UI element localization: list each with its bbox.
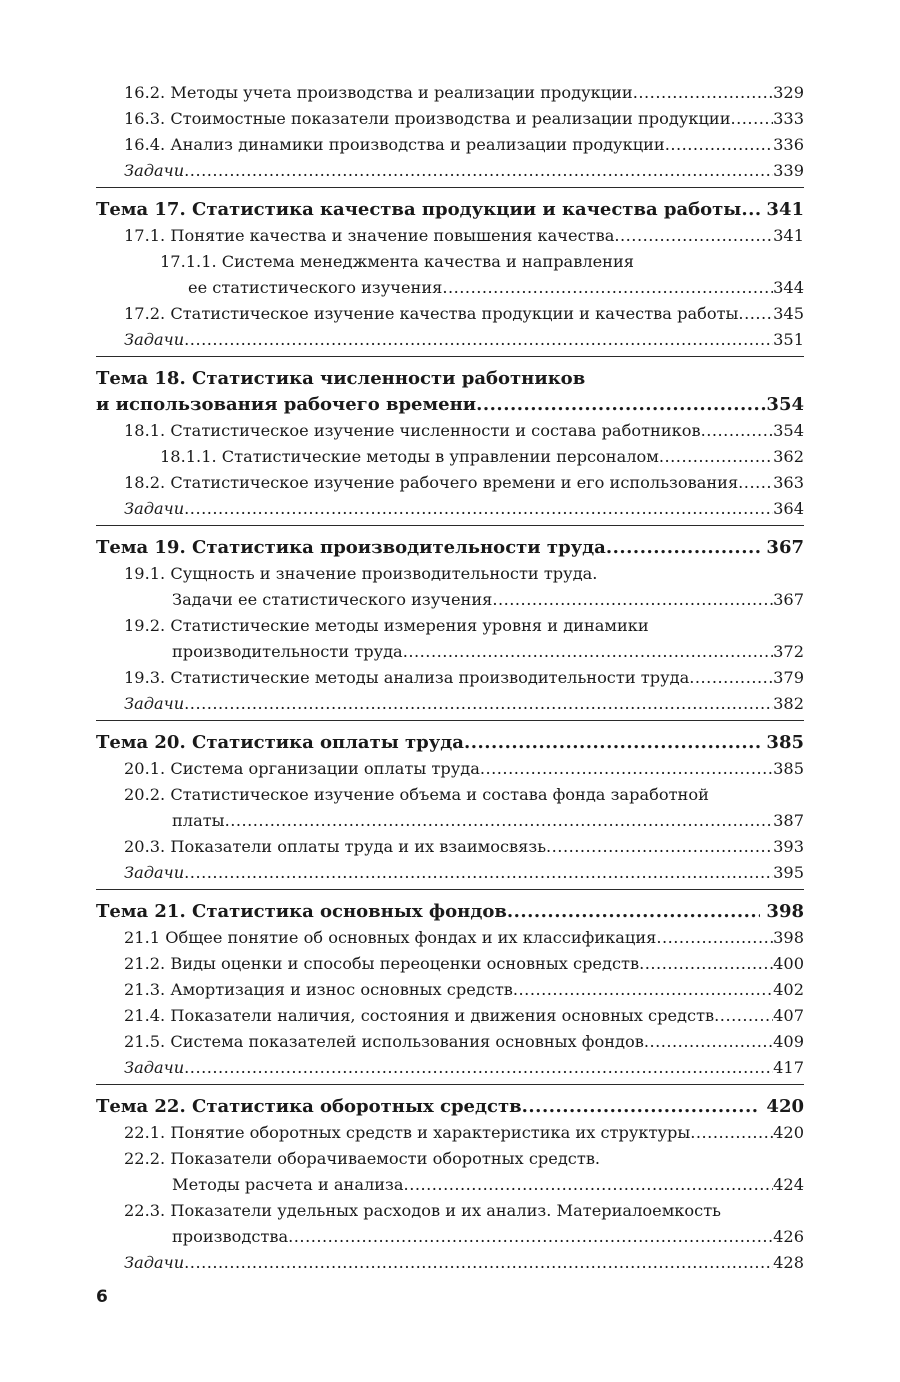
- entry-title: 17.2. Статистическое изучение качества продукции и качества работы: [124, 304, 739, 323]
- entry-page: 354: [773, 421, 804, 440]
- entry-page: 341: [773, 226, 804, 245]
- entry-title: Тема 20. Статистика оплаты труда: [96, 732, 464, 753]
- toc-entry[interactable]: [96, 223, 804, 249]
- toc-entry-title[interactable]: 19.2. Статистические методы измерения уровня и динамики: [124, 616, 649, 635]
- toc-tasks-entry[interactable]: [96, 327, 804, 353]
- dot-leader: [738, 470, 773, 496]
- entry-title: 17.1. Понятие качества и значение повышения качества: [124, 226, 615, 245]
- toc-topic[interactable]: [96, 1085, 804, 1120]
- toc-topic[interactable]: [96, 526, 804, 561]
- dot-leader: [738, 301, 773, 327]
- entry-page: 426: [773, 1227, 804, 1246]
- entry-title: 22.1. Понятие оборотных средств и характеристика их структуры: [124, 1123, 691, 1142]
- entry-page: 367: [766, 537, 804, 558]
- entry-title: платы: [172, 811, 225, 830]
- dot-leader: [184, 496, 773, 522]
- dot-leader: [442, 275, 773, 301]
- toc-entry[interactable]: [96, 587, 804, 613]
- toc-entry[interactable]: [96, 665, 804, 691]
- entry-title: Задачи: [124, 330, 185, 349]
- toc-entry[interactable]: [96, 834, 804, 860]
- dot-leader: [513, 977, 773, 1003]
- entry-title: производства: [172, 1227, 289, 1246]
- entry-title: ее статистического изучения: [188, 278, 443, 297]
- entry-page: 398: [773, 928, 804, 947]
- dot-leader: [480, 756, 773, 782]
- entry-page: 379: [773, 668, 804, 687]
- entry-title: 21.1 Общее понятие об основных фондах и их классификация: [124, 928, 657, 947]
- entry-title: Задачи: [124, 1058, 185, 1077]
- toc-entry-title[interactable]: 19.1. Сущность и значение производительности труда.: [124, 564, 598, 583]
- toc-tasks-entry[interactable]: [96, 1250, 804, 1276]
- entry-title: Тема 17. Статистика качества продукции и качества работы: [96, 199, 742, 220]
- toc-tasks-entry[interactable]: [96, 1055, 804, 1081]
- dot-leader: [644, 1029, 773, 1055]
- entry-page: 364: [773, 499, 804, 518]
- entry-page: 345: [773, 304, 804, 323]
- entry-title: Методы расчета и анализа: [172, 1175, 404, 1194]
- toc-entry[interactable]: [96, 1120, 804, 1146]
- toc-entry[interactable]: [96, 275, 804, 301]
- toc-topic-title[interactable]: Тема 18. Статистика численности работников: [96, 368, 586, 389]
- toc-entry[interactable]: [96, 951, 804, 977]
- entry-page: 341: [766, 199, 804, 220]
- toc-tasks-entry[interactable]: [96, 158, 804, 184]
- entry-title: Задачи: [124, 161, 185, 180]
- entry-title: Задачи: [124, 1253, 185, 1272]
- entry-page: 385: [773, 759, 804, 778]
- toc-entry[interactable]: [96, 639, 804, 665]
- toc-entry[interactable]: [96, 80, 804, 106]
- dot-leader: [606, 535, 761, 561]
- entry-title: 16.3. Стоимостные показатели производства и реализации продукции: [124, 109, 731, 128]
- dot-leader: [288, 1224, 773, 1250]
- toc-entry-title[interactable]: 17.1.1. Система менеджмента качества и направления: [160, 252, 634, 271]
- dot-leader: [701, 418, 774, 444]
- entry-title: Тема 19. Статистика производительности труда: [96, 537, 606, 558]
- toc-entry[interactable]: [96, 1003, 804, 1029]
- toc-tasks-entry[interactable]: [96, 860, 804, 886]
- toc-tasks-entry[interactable]: [96, 496, 804, 522]
- entry-title: 21.5. Система показателей использования основных фондов: [124, 1032, 644, 1051]
- entry-page: 428: [773, 1253, 804, 1272]
- dot-leader: [507, 899, 761, 925]
- dot-leader: [614, 223, 773, 249]
- dot-leader: [464, 730, 760, 756]
- entry-page: 329: [773, 83, 804, 102]
- entry-page: 385: [766, 732, 804, 753]
- toc-entry[interactable]: [96, 418, 804, 444]
- toc-tasks-entry[interactable]: [96, 691, 804, 717]
- entry-page: 409: [773, 1032, 804, 1051]
- dot-leader: [184, 327, 773, 353]
- page-number: 6: [96, 1287, 108, 1307]
- entry-title: Задачи: [124, 694, 185, 713]
- toc-entry[interactable]: [96, 106, 804, 132]
- entry-page: 420: [766, 1096, 804, 1117]
- entry-title: Тема 21. Статистика основных фондов: [96, 901, 507, 922]
- entry-page: 393: [773, 837, 804, 856]
- dot-leader: [730, 106, 773, 132]
- toc-entry[interactable]: [96, 444, 804, 470]
- dot-leader: [476, 392, 766, 418]
- entry-title: 21.2. Виды оценки и способы переоценки основных средств: [124, 954, 640, 973]
- entry-page: 339: [773, 161, 804, 180]
- entry-title: Задачи: [124, 499, 185, 518]
- toc-entry-title[interactable]: 22.3. Показатели удельных расходов и их анализ. Материалоемкость: [124, 1201, 721, 1220]
- dot-leader: [184, 1055, 773, 1081]
- toc-entry[interactable]: [96, 756, 804, 782]
- toc-entry-title[interactable]: 20.2. Статистическое изучение объема и состава фонда заработной: [124, 785, 709, 804]
- entry-page: 336: [773, 135, 804, 154]
- entry-page: 344: [773, 278, 804, 297]
- entry-page: 398: [766, 901, 804, 922]
- dot-leader: [184, 691, 773, 717]
- dot-leader: [659, 444, 773, 470]
- dot-leader: [522, 1094, 761, 1120]
- entry-title: и использования рабочего времени: [96, 394, 477, 415]
- entry-page: 382: [773, 694, 804, 713]
- entry-title: 19.3. Статистические методы анализа производительности труда: [124, 668, 690, 687]
- toc-entry[interactable]: [96, 977, 804, 1003]
- entry-page: 395: [773, 863, 804, 882]
- dot-leader: [184, 158, 773, 184]
- entry-title: 16.2. Методы учета производства и реализации продукции: [124, 83, 633, 102]
- entry-page: 424: [773, 1175, 804, 1194]
- dot-leader: [690, 1120, 773, 1146]
- dot-leader: [741, 197, 760, 223]
- toc-topic[interactable]: [96, 890, 804, 925]
- toc-topic[interactable]: [96, 721, 804, 756]
- entry-title: 16.4. Анализ динамики производства и реализации продукции: [124, 135, 665, 154]
- entry-title: 20.3. Показатели оплаты труда и их взаимосвязь: [124, 837, 547, 856]
- toc-entry[interactable]: [96, 808, 804, 834]
- entry-page: 363: [773, 473, 804, 492]
- dot-leader: [546, 834, 773, 860]
- entry-title: 18.1. Статистическое изучение численности и состава работников: [124, 421, 701, 440]
- table-of-contents: [96, 80, 804, 1276]
- dot-leader: [403, 639, 773, 665]
- entry-title: 21.4. Показатели наличия, состояния и движения основных средств: [124, 1006, 715, 1025]
- toc-entry-title[interactable]: 22.2. Показатели оборачиваемости оборотных средств.: [124, 1149, 601, 1168]
- entry-page: 362: [773, 447, 804, 466]
- toc-topic[interactable]: [96, 188, 804, 223]
- entry-title: 18.1.1. Статистические методы в управлении персоналом: [160, 447, 659, 466]
- entry-page: 354: [766, 394, 804, 415]
- dot-leader: [492, 587, 773, 613]
- toc-entry[interactable]: [96, 1172, 804, 1198]
- entry-title: 18.2. Статистическое изучение рабочего времени и его использования: [124, 473, 739, 492]
- dot-leader: [184, 860, 773, 886]
- toc-topic[interactable]: [96, 392, 804, 418]
- entry-title: Тема 22. Статистика оборотных средств: [96, 1096, 522, 1117]
- toc-entry[interactable]: [96, 301, 804, 327]
- entry-title: 20.1. Система организации оплаты труда: [124, 759, 480, 778]
- toc-entry[interactable]: [96, 470, 804, 496]
- dot-leader: [689, 665, 773, 691]
- dot-leader: [225, 808, 774, 834]
- entry-page: 333: [773, 109, 804, 128]
- entry-page: 387: [773, 811, 804, 830]
- entry-title: 21.3. Амортизация и износ основных средств: [124, 980, 513, 999]
- dot-leader: [665, 132, 773, 158]
- entry-page: 351: [773, 330, 804, 349]
- entry-page: 372: [773, 642, 804, 661]
- dot-leader: [714, 1003, 773, 1029]
- toc-entry[interactable]: [96, 925, 804, 951]
- toc-entry[interactable]: [96, 1224, 804, 1250]
- dot-leader: [404, 1172, 774, 1198]
- entry-page: 417: [773, 1058, 804, 1077]
- entry-page: 367: [773, 590, 804, 609]
- toc-entry[interactable]: [96, 132, 804, 158]
- entry-page: 420: [773, 1123, 804, 1142]
- dot-leader: [184, 1250, 773, 1276]
- entry-page: 402: [773, 980, 804, 999]
- dot-leader: [633, 80, 773, 106]
- dot-leader: [639, 951, 773, 977]
- entry-page: 407: [773, 1006, 804, 1025]
- toc-entry[interactable]: [96, 1029, 804, 1055]
- dot-leader: [656, 925, 773, 951]
- entry-title: Задачи: [124, 863, 185, 882]
- entry-title: производительности труда: [172, 642, 403, 661]
- entry-title: Задачи ее статистического изучения: [172, 590, 493, 609]
- entry-page: 400: [773, 954, 804, 973]
